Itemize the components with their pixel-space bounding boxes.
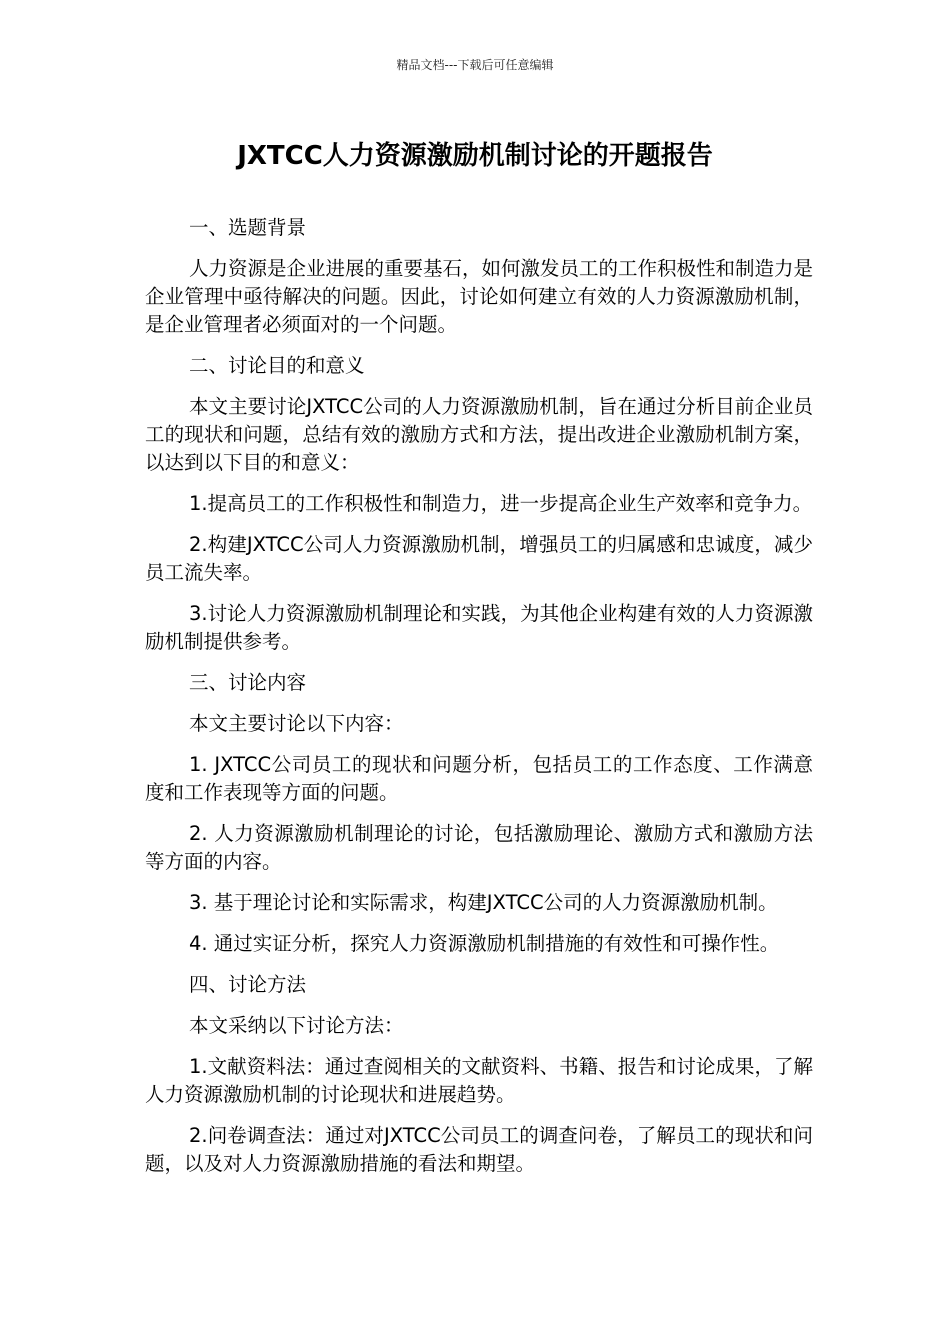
document-body xyxy=(145,214,813,1191)
paragraph-background: 人力资源是企业进展的重要基石，如何激发员工的工作积极性和制造力是企业管理中亟待解决的问题。因此，讨论如何建立有效的人力资源激励机制，是企业管理者必须面对的一个问题。 xyxy=(145,257,814,336)
list-item-method-1: 1.文献资料法：通过查阅相关的文献资料、书籍、报告和讨论成果，了解人力资源激励机制的讨论现状和进展趋势。 xyxy=(145,1055,813,1106)
list-item-purpose-2: 2.构建JXTCC公司人力资源激励机制，增强员工的归属感和忠诚度，减少员工流失率。 xyxy=(145,533,813,584)
list-item-content-1: 1. JXTCC公司员工的现状和问题分析，包括员工的工作态度、工作满意度和工作表现等方面的问题。 xyxy=(145,753,813,804)
section-heading-purpose: 二、讨论目的和意义 xyxy=(189,354,365,377)
list-item-purpose-1: 1.提高员工的工作积极性和制造力，进一步提高企业生产效率和竞争力。 xyxy=(189,492,813,515)
paragraph-methods-intro: 本文采纳以下讨论方法： xyxy=(189,1014,404,1037)
section-heading-content: 三、讨论内容 xyxy=(189,671,307,694)
section-heading-background: 一、选题背景 xyxy=(189,216,307,239)
list-item-method-2: 2.问卷调查法：通过对JXTCC公司员工的调查问卷，了解员工的现状和问题，以及对人力资源激励措施的看法和期望。 xyxy=(145,1124,813,1175)
list-item-content-2: 2. 人力资源激励机制理论的讨论，包括激励理论、激励方式和激励方法等方面的内容。 xyxy=(145,822,813,873)
paragraph-purpose-intro: 本文主要讨论JXTCC公司的人力资源激励机制，旨在通过分析目前企业员工的现状和问题，总结有效的激励方式和方法，提出改进企业激励机制方案，以达到以下目的和意义： xyxy=(145,395,813,474)
paragraph-content-intro: 本文主要讨论以下内容： xyxy=(189,712,404,735)
section-heading-methods: 四、讨论方法 xyxy=(189,973,307,996)
header-note: 精品文档---下载后可任意编辑 xyxy=(396,58,554,72)
list-item-content-4: 4. 通过实证分析，探究人力资源激励机制措施的有效性和可操作性。 xyxy=(189,932,780,955)
document-title: JXTCC人力资源激励机制讨论的开题报告 xyxy=(237,141,713,171)
list-item-purpose-3: 3.讨论人力资源激励机制理论和实践，为其他企业构建有效的人力资源激励机制提供参考。 xyxy=(145,602,813,653)
list-item-content-3: 3. 基于理论讨论和实际需求，构建JXTCC公司的人力资源激励机制。 xyxy=(189,891,778,914)
